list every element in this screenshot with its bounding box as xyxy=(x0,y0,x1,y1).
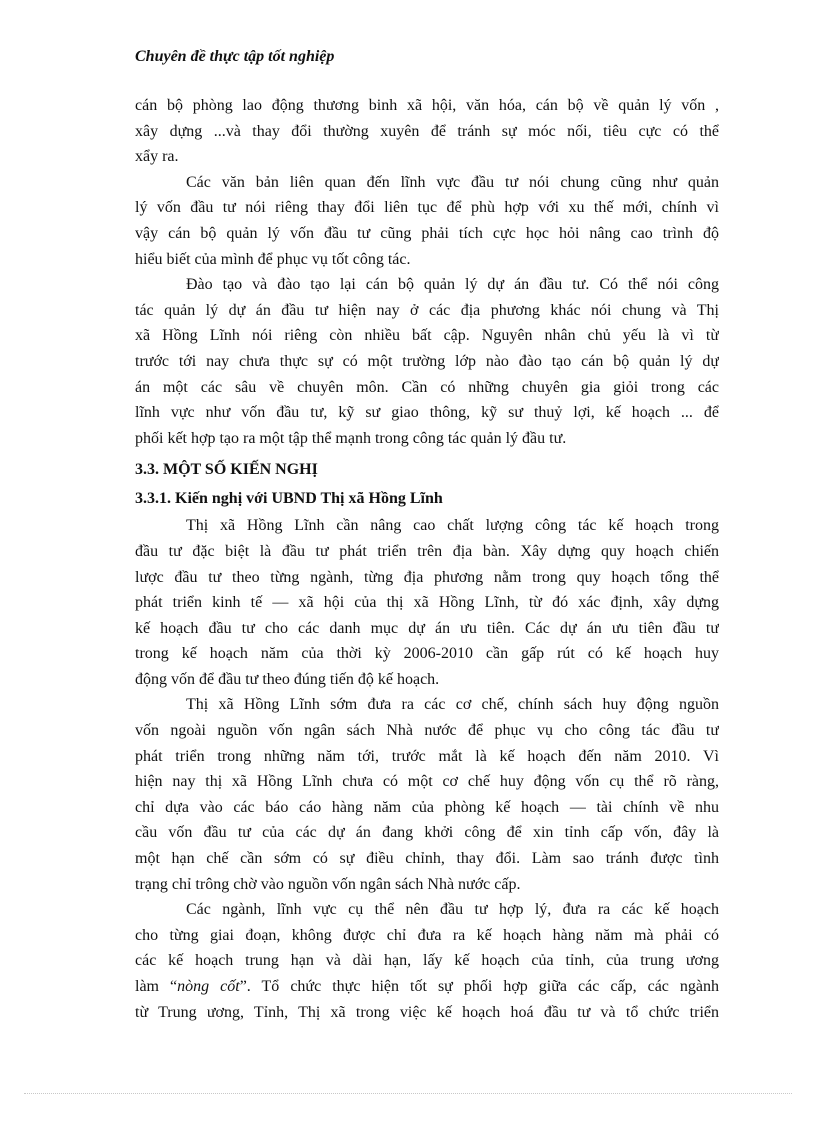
running-header: Chuyên đề thực tập tốt nghiệp xyxy=(135,48,335,65)
text-line: kế hoạch đầu tư cho các danh mục dự án ưu tiên. Các dự án ưu tiên đầu tư xyxy=(135,619,719,637)
text-line: xã Hồng Lĩnh nói riêng còn nhiều bất cập. Nguyên nhân chủ yếu là vì từ xyxy=(135,327,719,345)
text-line: phát triển trong những năm tới, trước mắt là kế hoạch đến năm 2010. Vì xyxy=(135,747,719,765)
text-line: án một các sâu về chuyên môn. Cần có những chuyên gia giỏi trong các xyxy=(135,378,719,396)
text-line: cán bộ phòng lao động thương binh xã hội, văn hóa, cán bộ về quản lý vốn , xyxy=(135,97,719,114)
text-line: đầu tư đặc biệt là đầu tư phát triển trên địa bàn. Xây dựng quy hoạch chiến xyxy=(135,542,719,560)
text-line-with-emphasis xyxy=(135,974,719,1000)
text-line: lý vốn đầu tư nói riêng thay đổi liên tục để phù hợp với xu thế mới, chính vì xyxy=(135,199,719,217)
document-body xyxy=(135,93,719,1025)
text-line: hiểu biết của mình để phục vụ tốt công tác. xyxy=(135,250,411,268)
text-line: xẩy ra. xyxy=(135,148,179,166)
text-line: chỉ dựa vào các báo cáo hàng năm của phòng kế hoạch — tài chính về nhu xyxy=(135,798,719,816)
text-line: xây dựng ...và thay đổi thường xuyên để tránh sự móc nối, tiêu cực có thể xyxy=(135,122,719,140)
text-line: lược đầu tư theo từng ngành, từng địa phương nằm trong quy hoạch tổng thể xyxy=(135,568,719,586)
paragraph-first-line: Các ngành, lĩnh vực cụ thể nên đầu tư hợp lý, đưa ra các kế hoạch xyxy=(186,901,719,919)
text-line: trong kế hoạch năm của thời kỳ 2006-2010 cần gấp rút có kế hoạch huy xyxy=(135,645,719,663)
text-line: cho từng giai đoạn, không được chỉ đưa ra kế hoạch hàng năm mà phải có xyxy=(135,926,719,944)
text-line: phát triển kinh tế — xã hội của thị xã Hồng Lĩnh, từ đó xác định, xây dựng xyxy=(135,594,719,612)
paragraph-first-line: Các văn bản liên quan đến lĩnh vực đầu tư nói chung cũng như quản xyxy=(186,173,719,191)
text-line: trước tới nay chưa thực sự có một trường lớp nào đào tạo cán bộ quản lý dự xyxy=(135,352,719,370)
paragraph-first-line: Thị xã Hồng Lĩnh cần nâng cao chất lượng công tác kế hoạch trong xyxy=(186,517,719,535)
section-heading: 3.3. MỘT SỐ KIẾN NGHỊ xyxy=(135,461,318,479)
text-run: làm “ xyxy=(135,978,178,995)
text-line: vậy cán bộ quản lý vốn đầu tư cũng phải tích cực học hỏi nâng cao trình độ xyxy=(135,224,719,242)
text-line: vốn ngoài nguồn vốn ngân sách Nhà nước để phục vụ cho công tác đầu tư xyxy=(135,722,719,740)
text-line: một hạn chế cần sớm có sự điều chỉnh, thay đổi. Làm sao tránh được tình xyxy=(135,850,719,868)
text-line: từ Trung ương, Tỉnh, Thị xã trong việc kế hoạch hoá đầu tư và tổ chức triển xyxy=(135,1003,719,1021)
text-line: động vốn để đầu tư theo đúng tiến độ kế hoạch. xyxy=(135,670,440,688)
text-line: tác quản lý dự án đầu tư hiện nay ở các địa phương khác nói chung và Thị xyxy=(135,301,719,319)
text-line: trạng chỉ trông chờ vào nguồn vốn ngân sách Nhà nước cấp. xyxy=(135,875,521,893)
text-line: phối kết hợp tạo ra một tập thể mạnh trong công tác quản lý đầu tư. xyxy=(135,429,567,447)
text-line: cầu vốn đầu tư của các dự án đang khởi công để xin tỉnh cấp vốn, đây là xyxy=(135,824,719,842)
paragraph-first-line: Đào tạo và đào tạo lại cán bộ quản lý dự án đầu tư. Có thể nói công xyxy=(186,276,719,294)
page-bottom-rule xyxy=(24,1093,792,1094)
subsection-heading: 3.3.1. Kiến nghị với UBND Thị xã Hồng Lĩnh xyxy=(135,490,443,508)
text-line: lĩnh vực như vốn đầu tư, kỹ sư giao thông, kỹ sư thuỷ lợi, kế hoạch ... để xyxy=(135,404,719,422)
paragraph-first-line: Thị xã Hồng Lĩnh sớm đưa ra các cơ chế, chính sách huy động nguồn xyxy=(186,696,719,714)
text-run: ”. Tổ chức thực hiện tốt sự phối hợp giữa các cấp, các ngành xyxy=(239,978,719,995)
emphasized-term: nòng cốt xyxy=(177,978,240,995)
text-line: hiện nay thị xã Hồng Lĩnh chưa có một cơ chế huy động vốn cụ thể rõ ràng, xyxy=(135,773,719,791)
text-line: các kế hoạch trung hạn và dài hạn, lấy kế hoạch của tỉnh, của trung ương xyxy=(135,952,719,970)
